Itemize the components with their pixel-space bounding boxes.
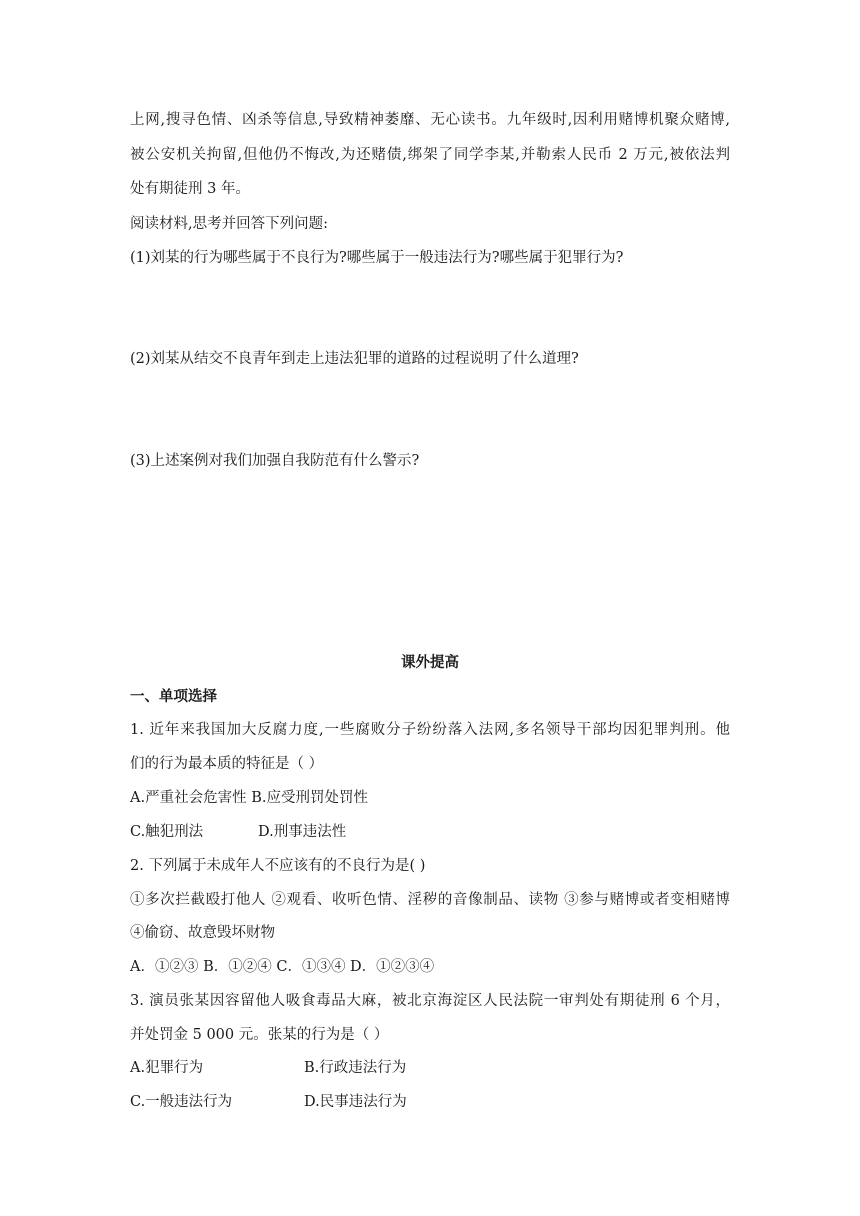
item-3-option-c: C.一般违法行为 bbox=[130, 1094, 233, 1110]
item-2-stem-line: ①多次拦截殴打他人 ②观看、收听色情、淫秽的音像制品、读物 ③参与赌博或者变相赌博 bbox=[130, 892, 730, 908]
question-2: (2)刘某从结交不良青年到走上违法犯罪的道路的过程说明了什么道理? bbox=[130, 351, 579, 367]
item-3-option-a: A.犯罪行为 bbox=[130, 1060, 204, 1076]
item-2-stem-line: ④偷窃、故意毁坏财物 bbox=[130, 925, 275, 941]
question-1: (1)刘某的行为哪些属于不良行为?哪些属于一般违法行为?哪些属于犯罪行为? bbox=[130, 250, 624, 266]
item-1-option-c: C.触犯刑法 bbox=[130, 824, 204, 840]
item-2-stem-line: 2. 下列属于未成年人不应该有的不良行为是( ) bbox=[130, 858, 426, 874]
item-1-stem-line: 1. 近年来我国加大反腐力度,一些腐败分子纷纷落入法网,多名领导干部均因犯罪判刑。他 bbox=[130, 722, 730, 738]
item-3-stem-line: 并处罚金 5 000 元。张某的行为是（ ） bbox=[130, 1027, 389, 1043]
item-3-option-b: B.行政违法行为 bbox=[304, 1060, 407, 1076]
item-3-stem-line: 3. 演员张某因容留他人吸食毒品大麻，被北京海淀区人民法院一审判处有期徒刑 6 个月， bbox=[130, 993, 730, 1009]
item-1-option-d: D.刑事违法性 bbox=[258, 824, 347, 840]
case-text-line: 上网,搜寻色情、凶杀等信息,导致精神萎靡、无心读书。九年级时,因利用赌博机聚众赌博, bbox=[130, 112, 730, 128]
item-2-options: A．①②③ B．①②④ C．①③④ D．①②③④ bbox=[130, 959, 435, 975]
item-1-options-row: A.严重社会危害性 B.应受刑罚处罚性 bbox=[130, 790, 368, 806]
case-text-line: 处有期徒刑 3 年。 bbox=[130, 181, 250, 197]
item-3-option-d: D.民事违法行为 bbox=[304, 1094, 407, 1110]
instruction-text: 阅读材料,思考并回答下列问题: bbox=[130, 216, 328, 232]
subsection-title: 一、单项选择 bbox=[130, 689, 217, 705]
question-3: (3)上述案例对我们加强自我防范有什么警示? bbox=[130, 453, 420, 469]
item-1-stem-line: 们的行为最本质的特征是（ ） bbox=[130, 756, 324, 772]
section-title: 课外提高 bbox=[401, 655, 459, 671]
case-text-line: 被公安机关拘留,但他仍不悔改,为还赌债,绑架了同学李某,并勒索人民币 2 万元,被依法判 bbox=[130, 147, 730, 163]
